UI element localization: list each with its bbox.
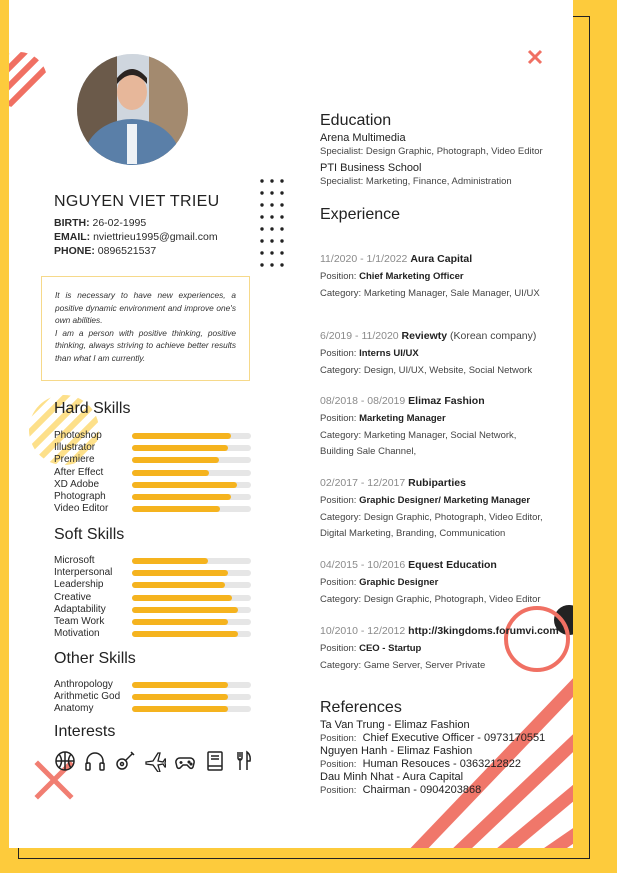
skill-bar-track	[132, 558, 251, 564]
reference-position-value: Human Resouces - 0363212822	[362, 758, 521, 770]
education-school: PTI Business School	[320, 162, 422, 174]
skill-bar-fill	[132, 570, 228, 576]
skill-label: Arithmetic God	[54, 691, 121, 703]
experience-header	[320, 395, 485, 407]
guitar-icon	[114, 750, 136, 772]
skill-bar-fill	[132, 595, 232, 601]
skill-bar-track	[132, 706, 251, 712]
experience-company: Elimaz Fashion	[408, 395, 485, 407]
experience-company: Equest Education	[408, 559, 497, 571]
skill-bar-fill	[132, 582, 225, 588]
skill-bar-fill	[132, 494, 231, 500]
education-school: Arena Multimedia	[320, 132, 406, 144]
experience-company: http://3kingdoms.forumvi.com	[408, 625, 559, 637]
skill-row	[54, 567, 254, 579]
experience-date: 08/2018 - 08/2019	[320, 395, 406, 407]
skill-row	[54, 503, 254, 515]
soft-skills-title: Soft Skills	[54, 526, 125, 543]
education-detail: Specialist: Design Graphic, Photograph, Video Editor	[320, 146, 543, 157]
experience-date: 10/2010 - 12/2012	[320, 625, 406, 637]
skill-bar-track	[132, 607, 251, 613]
experience-category: Digital Marketing, Branding, Communication	[320, 528, 506, 539]
reference-position	[320, 732, 545, 744]
skill-bar-track	[132, 433, 251, 439]
skill-row	[54, 555, 254, 567]
skill-bar-fill	[132, 433, 231, 439]
skill-bar-track	[132, 506, 251, 512]
quote-paragraph: It is necessary to have new experiences, a positive dynamic environment and improve one's own abilities.	[55, 290, 236, 325]
experience-position	[320, 271, 464, 282]
experience-position	[320, 495, 530, 506]
skill-bar-fill	[132, 445, 228, 451]
experience-category: Category: Design, UI/UX, Website, Social Network	[320, 365, 533, 376]
position-value: Marketing Manager	[359, 413, 446, 424]
reference-position-value: Chairman - 0904203868	[362, 784, 482, 796]
skill-row	[54, 467, 254, 479]
skill-bar-fill	[132, 694, 228, 700]
avatar	[77, 54, 188, 165]
reference-name: Ta Van Trung - Elimaz Fashion	[320, 719, 470, 731]
phone-value: 0896521537	[97, 245, 157, 257]
skill-label: Video Editor	[54, 503, 109, 515]
experience-date: 04/2015 - 10/2016	[320, 559, 406, 571]
references-title: References	[320, 699, 402, 716]
skill-row	[54, 491, 254, 503]
resume-sheet	[9, 0, 573, 848]
skill-bar-track	[132, 682, 251, 688]
skill-label: Interpersonal	[54, 567, 113, 579]
skill-bar-track	[132, 631, 251, 637]
gamepad-icon	[174, 750, 196, 772]
position-label: Position:	[320, 495, 357, 506]
skill-bar-track	[132, 582, 251, 588]
education-detail: Specialist: Marketing, Finance, Administration	[320, 176, 512, 187]
skill-label: Anthropology	[54, 679, 113, 690]
reference-position-label: Position:	[320, 759, 357, 770]
experience-category: Category: Design Graphic, Photograph, Video Editor	[320, 594, 541, 605]
airplane-icon	[144, 750, 166, 772]
about-quote	[41, 276, 250, 381]
skill-bar-track	[132, 570, 251, 576]
skill-label: XD Adobe	[54, 478, 100, 490]
birth-label: BIRTH:	[54, 217, 90, 229]
reference-position	[320, 758, 521, 770]
skill-label: Illustrator	[54, 442, 96, 454]
experience-date: 11/2020 - 1/1/2022	[320, 253, 408, 265]
experience-company: Aura Capital	[410, 253, 473, 265]
skill-row	[54, 691, 254, 703]
experience-header	[320, 559, 497, 571]
experience-category: Building Sale Channel,	[320, 446, 417, 457]
experience-title: Experience	[320, 206, 401, 223]
experience-header	[320, 625, 559, 637]
skill-bar-track	[132, 694, 251, 700]
reference-position	[320, 784, 481, 796]
email-value[interactable]: nviettrieu1995@gmail.com	[93, 231, 218, 243]
book-icon	[204, 750, 226, 772]
reference-position-label: Position:	[320, 733, 357, 744]
experience-position	[320, 413, 446, 424]
skill-row	[54, 430, 254, 442]
skill-row	[54, 628, 254, 640]
contact-info	[54, 216, 218, 258]
other-skills-title: Other Skills	[54, 650, 136, 667]
skill-bar-track	[132, 619, 251, 625]
phone-label: PHONE:	[54, 245, 95, 257]
experience-date: 6/2019 - 11/2020	[320, 330, 399, 342]
skill-bar-fill	[132, 682, 228, 688]
skill-row	[54, 592, 254, 604]
skill-bar-fill	[132, 607, 238, 613]
skill-label: Motivation	[54, 628, 100, 640]
skill-bar-fill	[132, 558, 208, 564]
experience-category: Category: Marketing Manager, Sale Manager, UI/UX	[320, 288, 540, 299]
skill-row	[54, 454, 254, 466]
position-label: Position:	[320, 271, 357, 282]
skill-row	[54, 679, 254, 691]
position-value: Graphic Designer/ Marketing Manager	[359, 495, 531, 506]
position-value: Chief Marketing Officer	[359, 271, 464, 282]
skill-row	[54, 442, 254, 454]
skill-label: Microsoft	[54, 555, 95, 566]
position-label: Position:	[320, 348, 357, 359]
reference-position-value: Chief Executive Officer - 0973170551	[362, 732, 546, 744]
skill-label: After Effect	[54, 466, 104, 478]
experience-company: Rubiparties	[408, 477, 466, 489]
skill-row	[54, 703, 254, 715]
experience-date: 02/2017 - 12/2017	[320, 477, 406, 489]
skill-label: Photoshop	[54, 430, 102, 441]
skill-bar-track	[132, 445, 251, 451]
skill-label: Leadership	[54, 579, 104, 591]
skill-bar-track	[132, 595, 251, 601]
skill-bar-fill	[132, 631, 238, 637]
experience-category: Category: Game Server, Server Private	[320, 660, 486, 671]
skill-bar-fill	[132, 482, 237, 488]
email-label: EMAIL:	[54, 231, 91, 243]
skill-row	[54, 616, 254, 628]
experience-header	[320, 330, 536, 342]
skill-label: Premiere	[54, 454, 95, 466]
skill-label: Photograph	[54, 491, 106, 502]
skill-bar-fill	[132, 706, 228, 712]
education-title: Education	[320, 112, 392, 129]
position-value: CEO - Startup	[359, 643, 422, 654]
skill-label: Team Work	[54, 616, 105, 627]
skill-bar-fill	[132, 619, 228, 625]
position-label: Position:	[320, 643, 357, 654]
position-label: Position:	[320, 577, 357, 588]
cutlery-icon	[232, 750, 254, 772]
skill-bar-track	[132, 470, 251, 476]
skill-bar-fill	[132, 457, 219, 463]
experience-position	[320, 348, 419, 359]
skill-bar-track	[132, 457, 251, 463]
reference-position-label: Position:	[320, 785, 357, 796]
position-value: Interns UI/UX	[359, 348, 419, 359]
experience-position	[320, 577, 438, 588]
experience-header	[320, 477, 466, 489]
skill-row	[54, 579, 254, 591]
reference-name: Dau Minh Nhat - Aura Capital	[320, 771, 464, 783]
experience-position	[320, 643, 421, 654]
skill-row	[54, 479, 254, 491]
reference-name: Nguyen Hanh - Elimaz Fashion	[320, 745, 473, 757]
basketball-icon	[54, 750, 76, 772]
birth-value: 26-02-1995	[92, 217, 147, 229]
experience-category: Category: Marketing Manager, Social Network,	[320, 430, 517, 441]
skill-label: Creative	[54, 591, 92, 603]
skill-bar-track	[132, 494, 251, 500]
skill-bar-fill	[132, 470, 209, 476]
skill-label: Anatomy	[54, 703, 94, 715]
experience-header	[320, 253, 472, 265]
experience-category: Category: Design Graphic, Photograph, Video Editor,	[320, 512, 543, 523]
headphones-icon	[84, 750, 106, 772]
interests-title: Interests	[54, 723, 116, 740]
skill-label: Adaptability	[54, 603, 106, 615]
skill-bar-fill	[132, 506, 220, 512]
position-label: Position:	[320, 413, 357, 424]
experience-company: Reviewty	[401, 330, 448, 342]
quote-paragraph: I am a person with positive thinking, positive thinking, always striving to achieve better results than what I am currently.	[55, 327, 236, 363]
skill-row	[54, 604, 254, 616]
experience-note: (Korean company)	[450, 330, 537, 342]
profile-name: NGUYEN VIET TRIEU	[54, 193, 220, 210]
hard-skills-title: Hard Skills	[54, 400, 131, 417]
skill-bar-track	[132, 482, 251, 488]
position-value: Graphic Designer	[359, 577, 439, 588]
